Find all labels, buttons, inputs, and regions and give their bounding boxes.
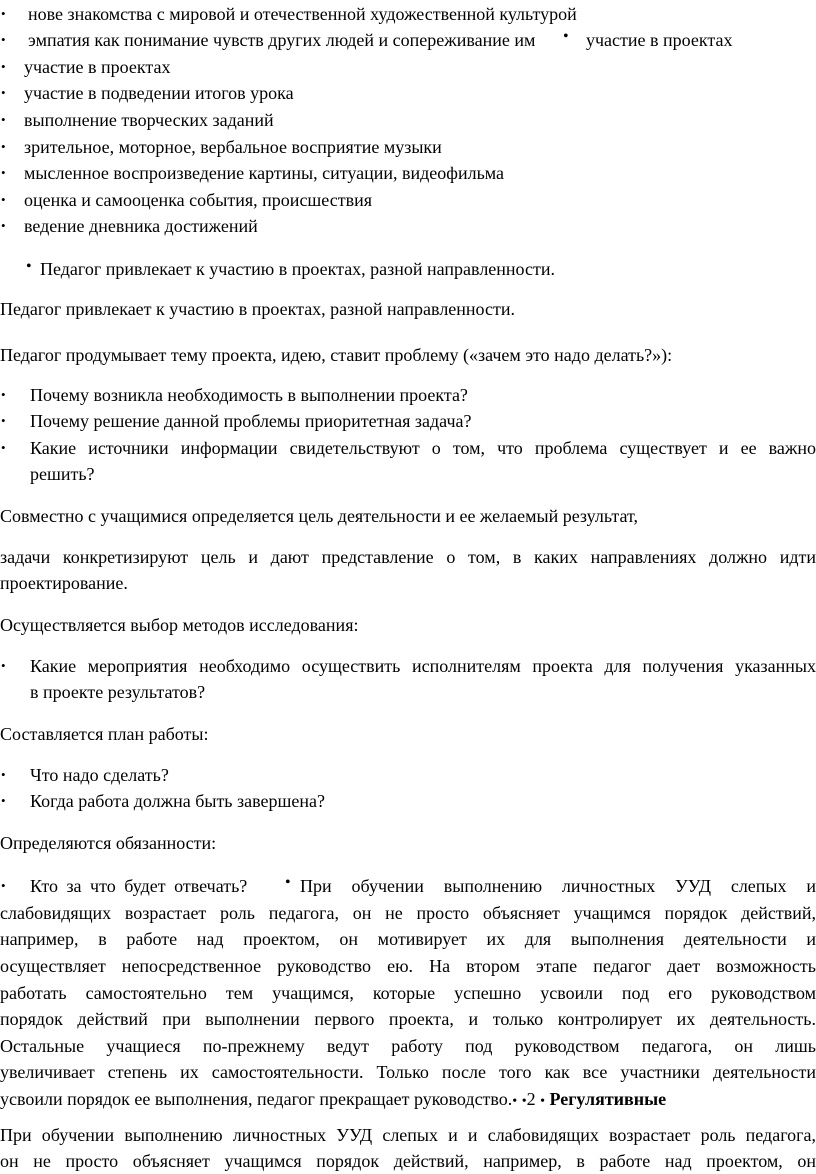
bullet-icon: •: [1, 6, 6, 21]
indented-list-item: Педагог привлекает к участию в проектах, разной направленности.: [40, 259, 555, 279]
list-item: Когда работа должна быть завершена?: [30, 791, 325, 811]
duties-first-line: При обучении выполнению личностных УУД слепых и: [300, 876, 816, 896]
bullet-icon: •: [1, 387, 6, 402]
list-item: эмпатия как понимание чувств других людей и сопереживание им: [28, 30, 536, 50]
list-item: Какие мероприятия необходимо осуществить исполнителям проекта для получения указанных: [30, 656, 816, 676]
paragraph-methods: Осуществляется выбор методов исследования:: [0, 615, 359, 635]
list-item: ведение дневника достижений: [24, 216, 258, 236]
paragraph-duties: Определяются обязанности:: [0, 833, 217, 853]
list-item: участие в проектах: [586, 30, 733, 50]
bullet-icon: •: [1, 767, 6, 782]
list-item: нове знакомства с мировой и отечественной художественной культурой: [28, 4, 577, 24]
list-item: Почему решение данной проблемы приоритетная задача?: [30, 411, 472, 431]
list-item-continuation: решить?: [30, 464, 95, 484]
bullet-icon: •: [1, 192, 6, 207]
section-number: 2: [526, 1089, 536, 1109]
list-item: Какие источники информации свидетельствуют о том, что проблема существует и ее важно: [30, 438, 816, 458]
list-item: зрительное, моторное, вербальное восприятие музыки: [24, 137, 442, 157]
bullet-icon: •: [1, 165, 6, 180]
bullet-icon: •: [1, 793, 6, 808]
bullet-icon: •: [1, 59, 6, 74]
bullet-icon: •: [285, 874, 291, 891]
list-item: выполнение творческих заданий: [24, 110, 274, 130]
duties-line: увеличивает степень их самостоятельности. Только после того как все участники деятельности: [0, 1062, 816, 1082]
list-item: участие в подведении итогов урока: [24, 83, 294, 103]
paragraph-theme: Педагог продумывает тему проекта, идею, ставит проблему («зачем это надо делать?»):: [0, 345, 673, 365]
paragraph-goal: Совместно с учащимися определяется цель деятельности и ее желаемый результат,: [0, 506, 638, 526]
paragraph-plan: Составляется план работы:: [0, 724, 209, 744]
final-paragraph-line: он не просто объясняет учащимся порядок действий, например, в работе над проектом, он: [0, 1151, 816, 1171]
list-item: оценка и самооценка события, происшествия: [24, 190, 372, 210]
list-item: Что надо сделать?: [30, 765, 169, 785]
duties-last-text: усвоили порядок ее выполнения, педагог прекращает руководство.: [0, 1089, 513, 1109]
duties-line: порядок действий при выполнении первого проекта, и только контролирует их деятельность.: [0, 1009, 816, 1029]
duties-line: работать самостоятельно тем учащимся, которые успешно усвоили под его руководством: [0, 983, 816, 1003]
bullet-icon: •: [26, 258, 32, 275]
duties-line: осуществляет непосредственное руководство ею. На втором этапе педагог дает возможность: [0, 956, 816, 976]
paragraph-attract: Педагог привлекает к участию в проектах, разной направленности.: [0, 299, 515, 319]
bullet-icon: •: [512, 1094, 518, 1109]
bullet-icon: •: [1, 218, 6, 233]
bullet-icon: •: [1, 658, 6, 673]
bullet-icon: •: [1, 112, 6, 127]
duties-last-line: [0, 1086, 666, 1115]
bullet-icon: •: [521, 1094, 527, 1109]
bullet-icon: •: [1, 139, 6, 154]
paragraph-tasks: задачи конкретизируют цель и дают представление о том, в каких направлениях должно идти: [0, 547, 816, 567]
duties-lead: Кто за что будет отвечать?: [30, 876, 248, 896]
bullet-icon: •: [1, 32, 6, 47]
paragraph-tasks-cont: проектирование.: [0, 573, 128, 593]
list-item: участие в проектах: [24, 57, 171, 77]
bullet-icon: •: [1, 878, 6, 893]
final-paragraph-line: При обучении выполнению личностных УУД слепых и и слабовидящих возрастает роль педагога,: [0, 1125, 816, 1145]
duties-line: Остальные учащиеся по-прежнему ведут работу под руководством педагога, он лишь: [0, 1036, 816, 1056]
list-item: Почему возникла необходимость в выполнении проекта?: [30, 385, 468, 405]
list-item-continuation: в проекте результатов?: [30, 682, 206, 702]
bullet-icon: •: [563, 28, 569, 45]
bullet-icon: •: [540, 1094, 546, 1109]
duties-line: слабовидящих возрастает роль педагога, он не просто объясняет учащимся порядок действий,: [0, 903, 816, 923]
duties-line: например, в работе над проектом, он мотивирует их для выполнения деятельности и: [0, 929, 816, 949]
bullet-icon: •: [1, 413, 6, 428]
bullet-icon: •: [1, 85, 6, 100]
list-item: мысленное воспроизведение картины, ситуации, видеофильма: [24, 163, 505, 183]
bullet-icon: •: [1, 440, 6, 455]
section-heading-regulative: Регулятивные: [549, 1089, 667, 1109]
